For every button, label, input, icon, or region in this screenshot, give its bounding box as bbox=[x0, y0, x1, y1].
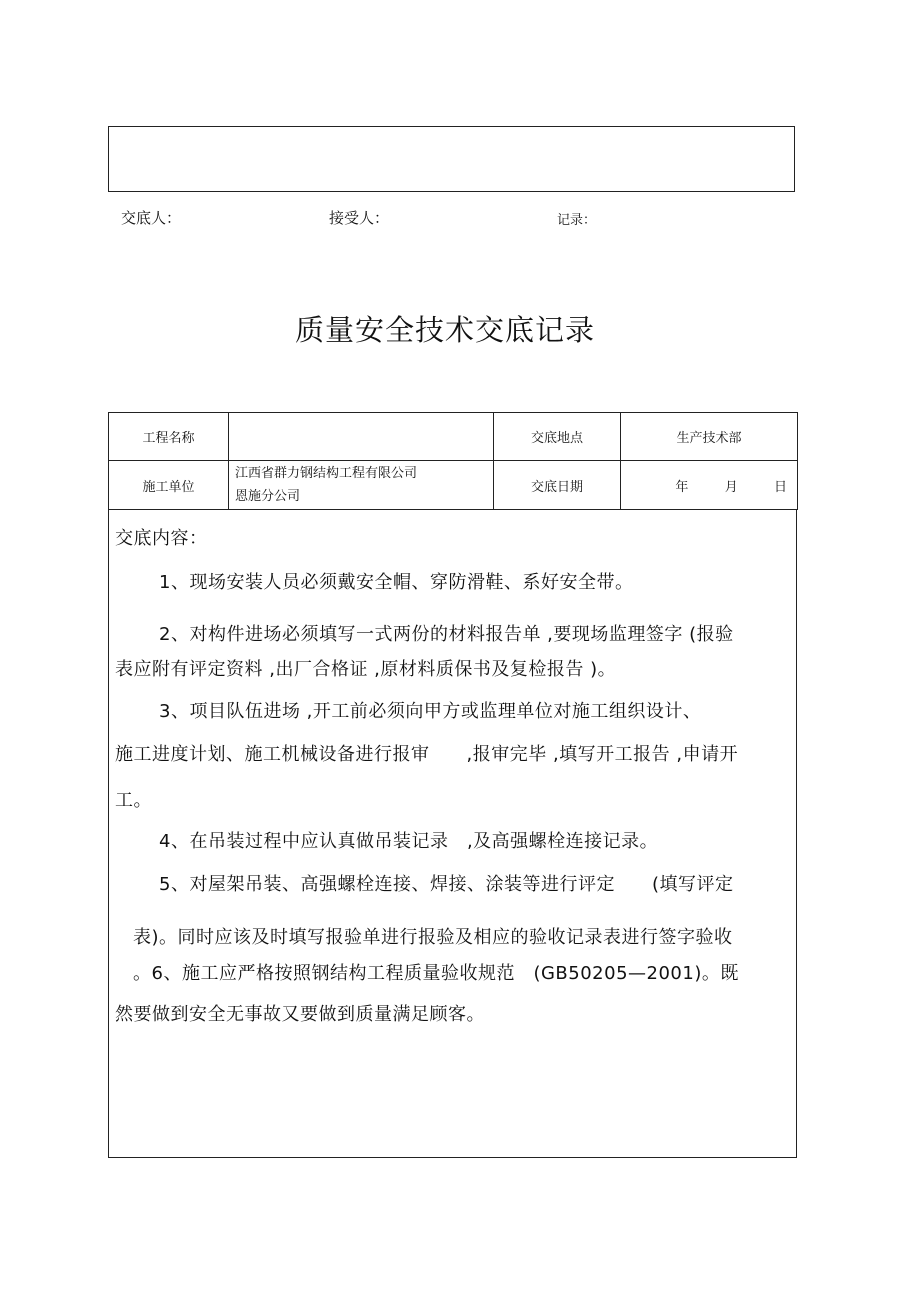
unit-value bbox=[229, 461, 494, 510]
page-title: 质量安全技术交底记录 bbox=[294, 313, 595, 347]
unit-label: 施工单位 bbox=[109, 461, 229, 510]
date-value bbox=[621, 461, 798, 510]
content-line-7: 4、在吊装过程中应认真做吊装记录 ,及高强螺栓连接记录。 bbox=[159, 831, 659, 852]
top-blank-box bbox=[108, 126, 795, 192]
receiver-label: 接受人： bbox=[329, 209, 390, 227]
content-line-8: 5、对屋架吊装、高强螺栓连接、焊接、涂装等进行评定 (填写评定 bbox=[159, 874, 734, 895]
table-row bbox=[109, 413, 798, 461]
project-name-value bbox=[229, 413, 494, 461]
date-year: 年 bbox=[675, 479, 689, 495]
unit-value-line2: 恩施分公司 bbox=[235, 489, 301, 504]
table-row bbox=[109, 461, 798, 510]
content-line-5: 施工进度计划、施工机械设备进行报审 ,报审完毕 ,填写开工报告 ,申请开 bbox=[115, 744, 739, 765]
content-heading: 交底内容： bbox=[115, 528, 208, 549]
recorder-label: 记录： bbox=[557, 213, 597, 228]
content-line-2: 2、对构件进场必须填写一式两份的材料报告单 ,要现场监理签字 (报验 bbox=[159, 624, 734, 645]
date-month: 月 bbox=[724, 479, 738, 495]
content-line-10: 。6、施工应严格按照钢结构工程质量验收规范 (GB50205—2001)。既 bbox=[133, 963, 739, 984]
content-line-11: 然要做到安全无事故又要做到质量满足顾客。 bbox=[115, 1004, 485, 1025]
content-line-4: 3、项目队伍进场 ,开工前必须向甲方或监理单位对施工组织设计、 bbox=[159, 701, 702, 722]
content-line-3: 表应附有评定资料 ,出厂合格证 ,原材料质保书及复检报告 )。 bbox=[115, 659, 617, 680]
unit-value-line1: 江西省群力钢结构工程有限公司 bbox=[235, 466, 418, 481]
location-label: 交底地点 bbox=[494, 413, 621, 461]
content-line-6: 工。 bbox=[115, 790, 152, 811]
date-label: 交底日期 bbox=[494, 461, 621, 510]
location-value: 生产技术部 bbox=[621, 413, 798, 461]
info-table bbox=[108, 412, 798, 510]
content-line-9: 表)。同时应该及时填写报验单进行报验及相应的验收记录表进行签字验收 bbox=[133, 927, 733, 948]
content-line-1: 1、现场安装人员必须戴安全帽、穿防滑鞋、系好安全带。 bbox=[159, 572, 634, 593]
project-name-label: 工程名称 bbox=[109, 413, 229, 461]
handover-person-label: 交底人： bbox=[121, 209, 182, 227]
date-day: 日 bbox=[773, 479, 787, 495]
